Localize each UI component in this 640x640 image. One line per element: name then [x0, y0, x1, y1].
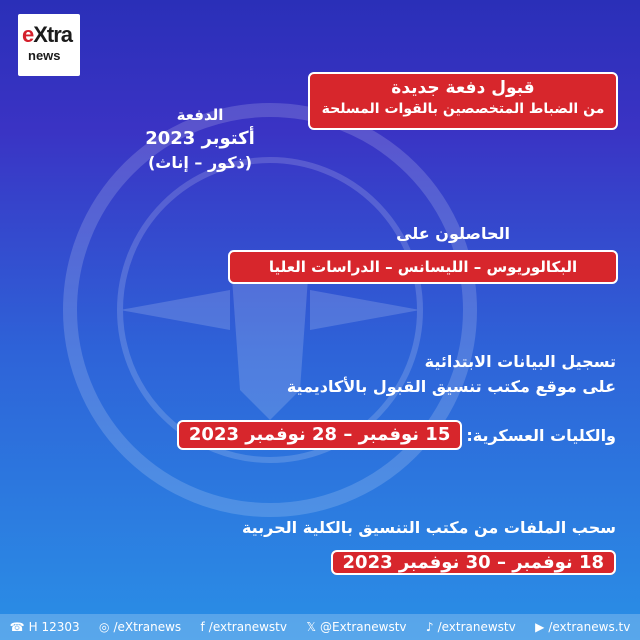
degrees-banner: البكالوريوس – الليسانس – الدراسات العليا [228, 250, 618, 284]
tiktok-icon: ♪ [425, 620, 434, 634]
youtube-icon: ▶ [535, 620, 545, 634]
registration-info [287, 352, 616, 396]
footer-bar [0, 614, 640, 640]
phone-icon: ☎ [9, 620, 25, 634]
batch-label: الدفعة [176, 106, 224, 124]
collect-dates: 18 نوفمبر – 30 نوفمبر 2023 [331, 550, 616, 575]
registration-line2: على موقع مكتب تنسيق القبول بالأكاديمية [286, 377, 616, 396]
instagram-link[interactable]: ◎ /eXtranews [99, 620, 182, 634]
collect-dates-row [331, 550, 616, 576]
registration-line1: تسجيل البيانات الابتدائية [424, 352, 616, 371]
registration-line3: والكليات العسكرية: [466, 425, 616, 445]
batch-date: أكتوبر 2023 [145, 128, 255, 149]
facebook-icon: f [200, 620, 205, 634]
facebook-link[interactable]: f /extranewstv [200, 620, 287, 634]
tiktok-link[interactable]: ♪ /extranewstv [425, 620, 516, 634]
collect-files-text: سحب الملفات من مكتب التنسيق بالكلية الحربية [241, 518, 616, 537]
registration-dates: 15 نوفمبر – 28 نوفمبر 2023 [177, 420, 462, 450]
registration-line3-row [177, 420, 616, 450]
batch-info [110, 106, 290, 172]
batch-gender: (ذكور – إناث) [147, 153, 253, 172]
headline-banner [308, 72, 618, 130]
twitter-link[interactable]: 𝕏 @Extranewstv [306, 620, 407, 634]
youtube-link[interactable]: ▶ /extranews.tv [535, 620, 631, 634]
headline-line1: قبول دفعة جديدة [391, 78, 535, 98]
hotline[interactable]: ☎ H 12303 [9, 620, 80, 634]
holders-label: الحاصلون على [396, 224, 510, 243]
x-icon: 𝕏 [306, 620, 316, 634]
extra-news-logo: eXtra news [18, 14, 80, 76]
headline-line2: من الضباط المتخصصين بالقوات المسلحة [321, 101, 605, 117]
instagram-icon: ◎ [99, 620, 110, 634]
